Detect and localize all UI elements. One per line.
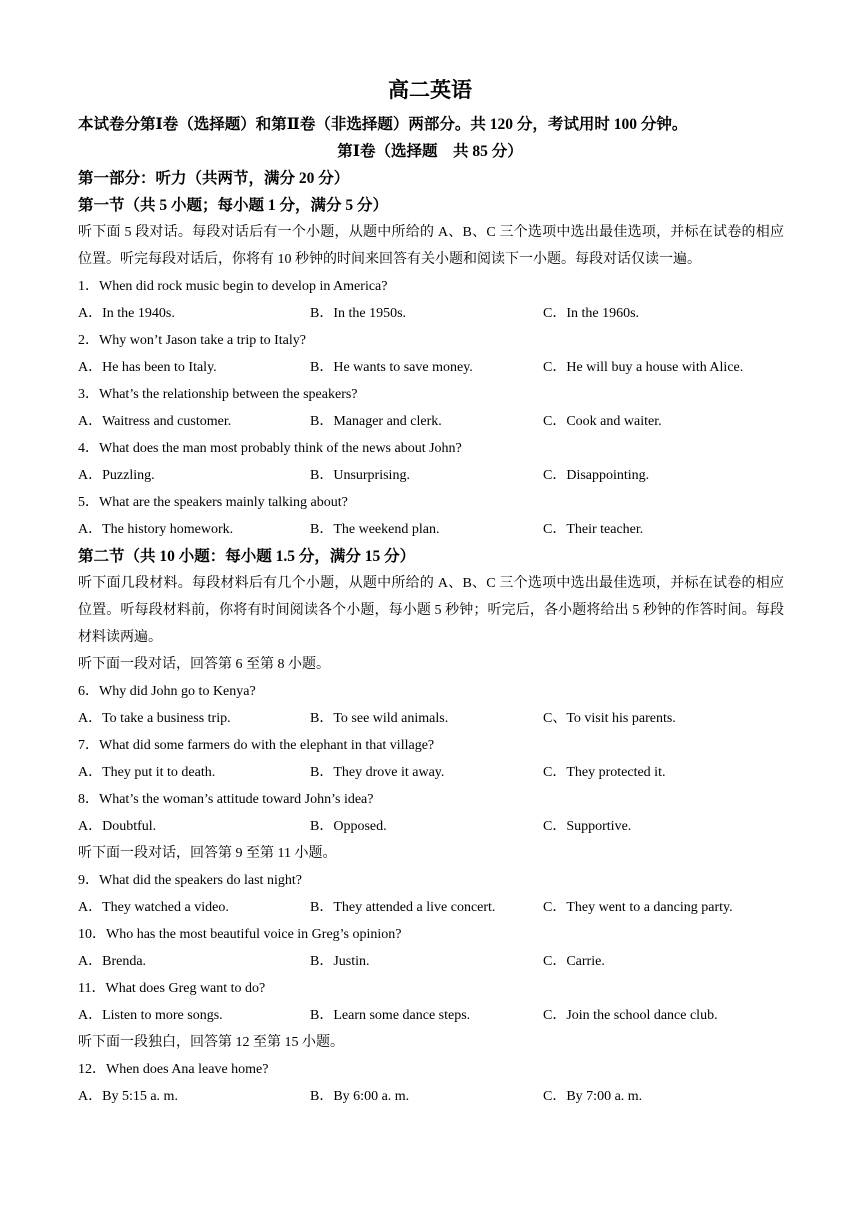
exam-title: 高二英语 [388,78,472,102]
part-heading: 第一部分：听力（共两节，满分 20 分） [78,170,350,187]
option-b: B．Learn some dance steps. [310,1008,471,1023]
option-b: B．He wants to save money. [310,360,473,375]
question-stem: 9．What did the speakers do last night? [78,873,302,888]
option-b: B．Opposed. [310,819,387,834]
question-stem: 7．What did some farmers do with the elephant in that village? [78,738,435,753]
question-stem: 2．Why won’t Jason take a trip to Italy? [78,333,306,348]
question-stem: 6．Why did John go to Kenya? [78,684,256,699]
option-c: C．In the 1960s. [543,306,640,321]
option-a: A．They watched a video. [78,900,229,915]
option-c: C．They protected it. [543,765,666,780]
option-c: C．Their teacher. [543,522,644,537]
option-c: C、To visit his parents. [543,711,676,726]
option-c: C．Join the school dance club. [543,1008,718,1023]
question-stem: 8．What’s the woman’s attitude toward John’s idea? [78,792,374,807]
listening-cue: 听下面一段独白，回答第 12 至第 15 小题。 [78,1035,344,1050]
section1-instruction: 听下面 5 段对话。每段对话后有一个小题，从题中所给的 A、B、C 三个选项中选出最佳选项，并标在试卷的相应位置。听完每段对话后，你将有 10 秒钟的时间来回答有关小题和阅读下一小题。每段对话仅读一遍。 [78,225,784,267]
exam-intro: 本试卷分第Ⅰ卷（选择题）和第Ⅱ卷（非选择题）两部分。共 120 分，考试用时 100 分钟。 [78,116,688,133]
option-b: B．In the 1950s. [310,306,407,321]
option-c: C．Cook and waiter. [543,414,662,429]
option-a: A．Doubtful. [78,819,157,834]
option-c: C．He will buy a house with Alice. [543,360,744,375]
option-a: A．In the 1940s. [78,306,175,321]
option-c: C．By 7:00 a. m. [543,1089,643,1104]
option-b: B．To see wild animals. [310,711,449,726]
question-stem: 5．What are the speakers mainly talking about? [78,495,348,510]
option-a: A．Brenda. [78,954,147,969]
section1-heading: 第一节（共 5 小题；每小题 1 分，满分 5 分） [78,197,389,214]
option-a: A．They put it to death. [78,765,216,780]
question-stem: 1．When did rock music begin to develop in America? [78,279,388,294]
question-stem: 3．What’s the relationship between the speakers? [78,387,358,402]
option-b: B．Unsurprising. [310,468,410,483]
listening-cue: 听下面一段对话，回答第 6 至第 8 小题。 [78,657,330,672]
option-a: A．The history homework. [78,522,234,537]
question-stem: 4．What does the man most probably think of the news about John? [78,441,462,456]
question-stem: 12．When does Ana leave home? [78,1062,269,1077]
section2-instruction: 听下面几段材料。每段材料后有几个小题，从题中所给的 A、B、C 三个选项中选出最佳选项，并标在试卷的相应位置。听每段材料前，你将有时间阅读各个小题，每小题 5 秒钟；听完后，各小题将给出 5 秒钟的作答时间。每段材料读两遍。 [78,576,784,645]
option-a: A．He has been to Italy. [78,360,217,375]
section2-heading: 第二节（共 10 小题：每小题 1.5 分，满分 15 分） [78,548,416,565]
option-b: B．By 6:00 a. m. [310,1089,410,1104]
listening-cue: 听下面一段对话，回答第 9 至第 11 小题。 [78,846,337,861]
volume-heading: 第Ⅰ卷（选择题 共 85 分） [337,143,523,160]
option-b: B．Manager and clerk. [310,414,442,429]
option-c: C．Supportive. [543,819,632,834]
option-b: B．Justin. [310,954,370,969]
option-a: A．By 5:15 a. m. [78,1089,178,1104]
option-b: B．They attended a live concert. [310,900,496,915]
option-a: A．Listen to more songs. [78,1008,223,1023]
option-b: B．They drove it away. [310,765,445,780]
option-a: A．Puzzling. [78,468,155,483]
option-b: B．The weekend plan. [310,522,440,537]
option-a: A．Waitress and customer. [78,414,232,429]
option-a: A．To take a business trip. [78,711,231,726]
option-c: C．Disappointing. [543,468,650,483]
option-c: C．Carrie. [543,954,605,969]
question-stem: 10．Who has the most beautiful voice in Greg’s opinion? [78,927,402,942]
question-stem: 11．What does Greg want to do? [78,981,266,996]
option-c: C．They went to a dancing party. [543,900,733,915]
